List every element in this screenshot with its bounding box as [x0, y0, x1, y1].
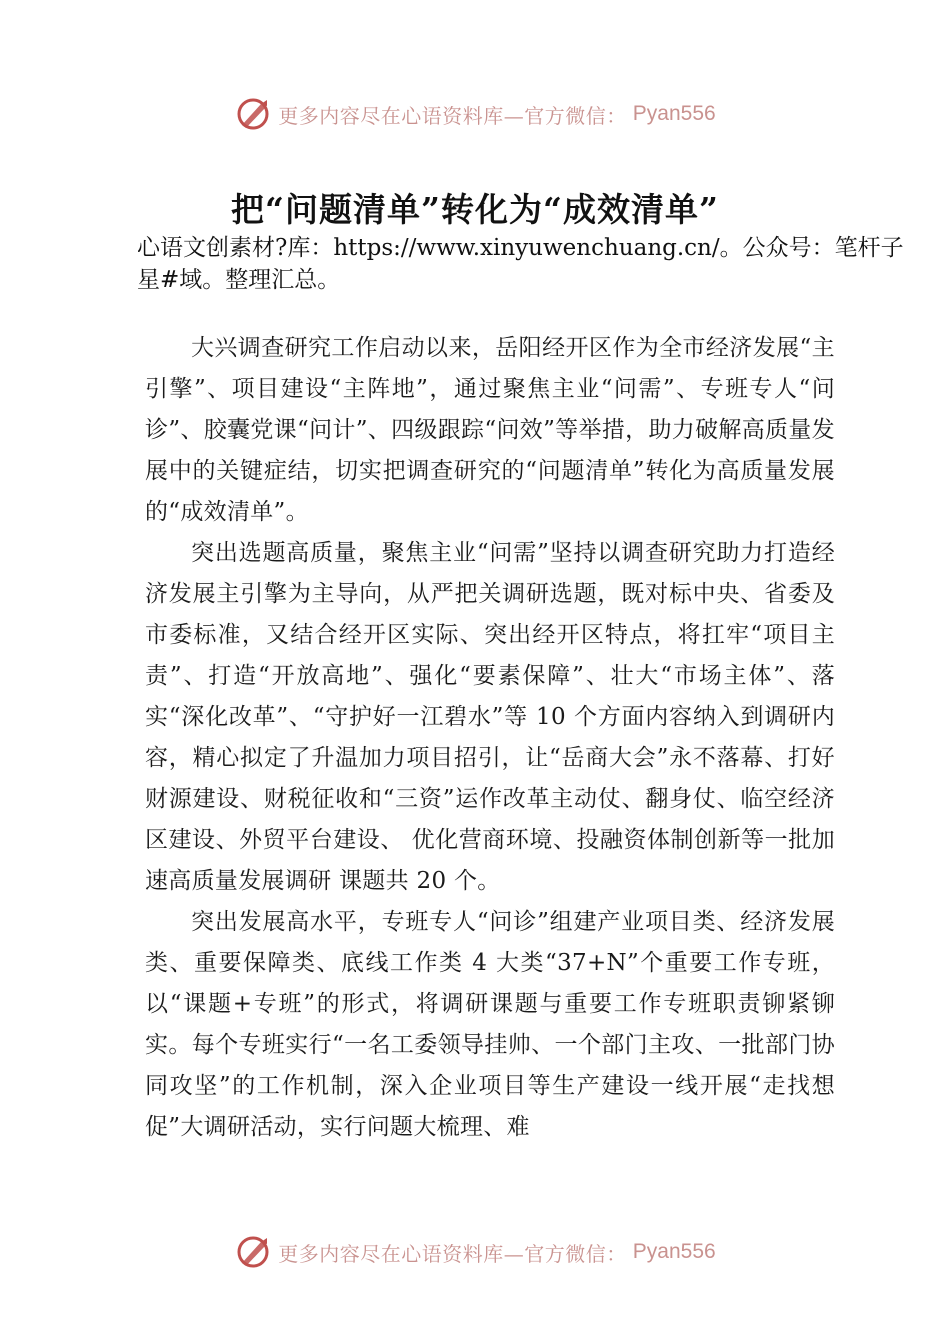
document-body: [145, 328, 835, 1148]
paragraph-2: 突出选题高质量，聚焦主业“问需”坚持以调查研究助力打造经济发展主引擎为主导向，从严把关调研选题，既对标中央、省委及市委标准，又结合经开区实际、突出经开区特点，将扛牢“项目主责”、打造“开放高地”、强化“要素保障”、壮大“市场主体”、落实“深化改革”、“守护好一江碧水”等 10 个方面内容纳入到调研内容，精心拟定了升温加力项目招引，让“岳商大会”永不落幕、打好财源建设、财税征收和“三资”运作改革主动仗、翻身仗、临空经济区建设、外贸平台建设、 优化营商环境、投融资体制创新等一批加速高质量发展调研 课题共 20 个。: [145, 540, 835, 894]
watermark-wechat-id: Pyan556: [632, 1240, 716, 1263]
watermark-banner-bottom: [0, 1230, 950, 1274]
paragraph-1: 大兴调查研究工作启动以来，岳阳经开区作为全市经济发展“主引擎”、项目建设“主阵地”，通过聚焦主业“问需”、专班专人“问诊”、胶囊党课“问计”、四级跟踪“问效”等举措，助力破解高质量发展中的关键症结，切实把调查研究的“问题清单”转化为高质量发展的“成效清单”。: [145, 335, 835, 525]
source-line: 心语文创素材?库：https://www.xinyuwenchuang.cn/。公众号：笔杆子星#域。整理汇总。: [137, 235, 904, 293]
watermark-wechat-id: Pyan556: [632, 102, 716, 125]
pen-logo-icon: [234, 1233, 272, 1271]
document-title: 把“问题清单”转化为“成效清单”: [231, 190, 719, 229]
watermark-text: 更多内容尽在心语资料库—官方微信：: [278, 103, 627, 128]
pen-logo-icon: [234, 95, 272, 133]
watermark-text: 更多内容尽在心语资料库—官方微信：: [278, 1241, 627, 1266]
paragraph-3: 突出发展高水平，专班专人“问诊”组建产业项目类、经济发展类、重要保障类、底线工作类 4 大类“37+N”个重要工作专班，以“课题+专班”的形式，将调研课题与重要工作专班职责铆紧铆实。每个专班实行“一名工委领导挂帅、一个部门主攻、一批部门协同攻坚”的工作机制，深入企业项目等生产建设一线开展“走找想促”大调研活动，实行问题大梳理、难: [145, 909, 835, 1140]
watermark-banner-top: [0, 92, 950, 136]
